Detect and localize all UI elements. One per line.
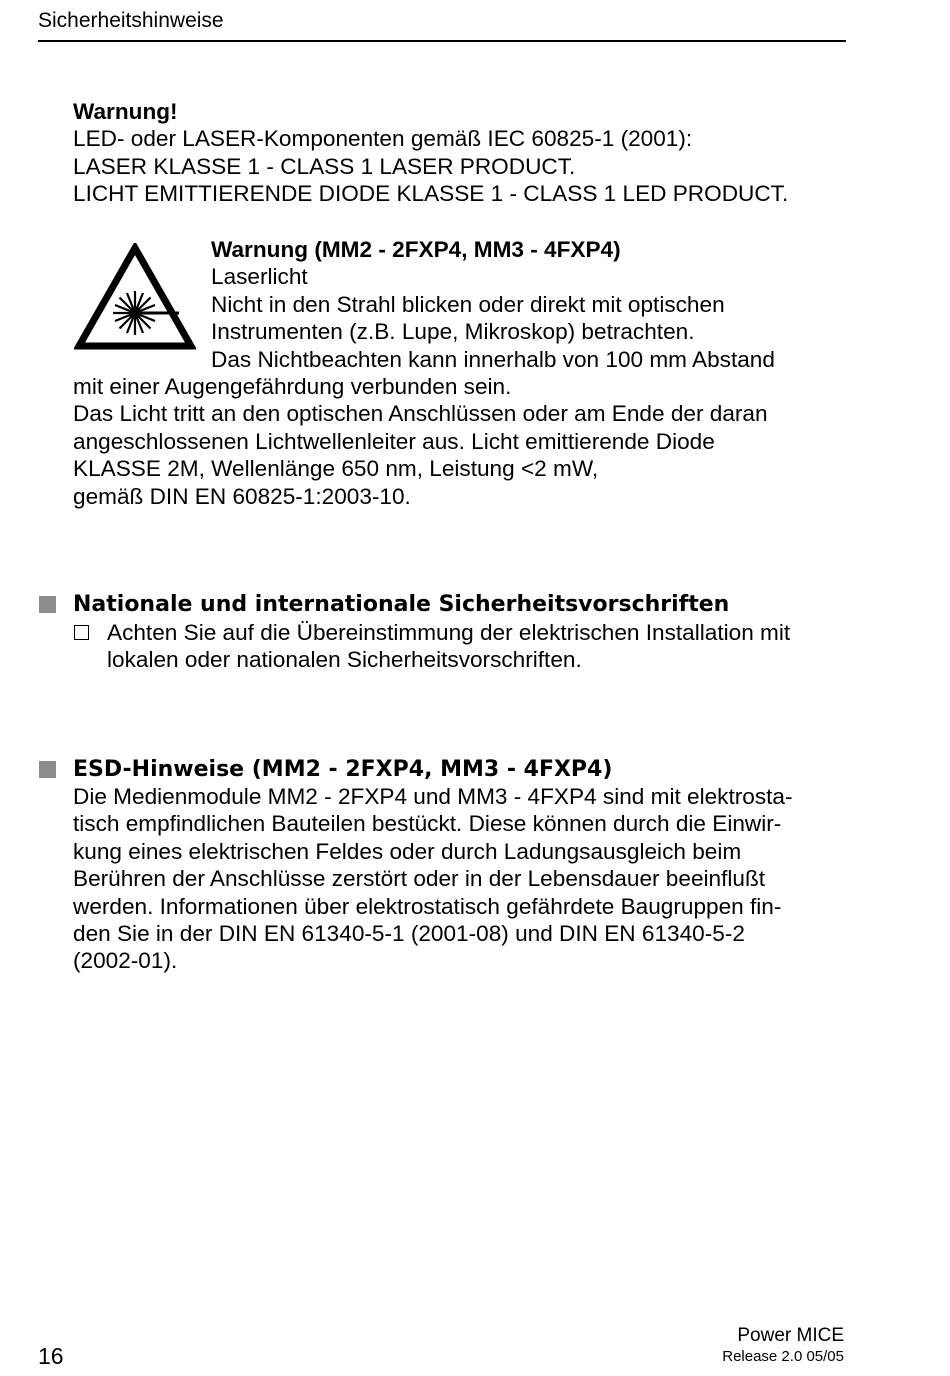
laser-cont-line: mit einer Augengefährdung verbunden sein.	[73, 374, 512, 399]
esd-line: Berühren der Anschlüsse zerstört oder in der Lebensdauer beeinflußt	[73, 866, 766, 892]
laser-cont-line: angeschlossenen Lichtwellenleiter aus. Licht emittierende Diode	[73, 428, 715, 454]
section-bullet-icon	[39, 761, 56, 778]
header-rule	[38, 40, 846, 42]
footer-release: Release 2.0 05/05	[722, 1348, 844, 1365]
esd-line: den Sie in der DIN EN 61340-5-1 (2001-08) und DIN EN 61340-5-2	[73, 920, 745, 946]
laser-warning-title: Warnung (MM2 - 2FXP4, MM3 - 4FXP4)	[211, 237, 621, 262]
laser-warning-line: Laserlicht	[211, 264, 308, 290]
laser-warning-icon	[74, 243, 196, 351]
laser-warning-block	[211, 236, 775, 373]
warning-line: LASER KLASSE 1 - CLASS 1 LASER PRODUCT.	[73, 153, 576, 179]
esd-line: (2002-01).	[73, 948, 178, 974]
warning-line: LED- oder LASER-Komponenten gemäß IEC 60825-1 (2001):	[73, 126, 693, 152]
warning-line: LICHT EMITTIERENDE DIODE KLASSE 1 - CLASS 1 LED PRODUCT.	[73, 181, 789, 207]
section-bullet-icon	[39, 596, 56, 613]
laser-warning-line: Instrumenten (z.B. Lupe, Mikroskop) betrachten.	[211, 319, 695, 345]
laser-cont-line: KLASSE 2M, Wellenlänge 650 nm, Leistung <2 mW,	[73, 456, 599, 482]
esd-line: Die Medienmodule MM2 - 2FXP4 und MM3 - 4FXP4 sind mit elektrosta-	[73, 784, 793, 809]
safety-item	[107, 619, 790, 674]
laser-cont-line: gemäß DIN EN 60825-1:2003-10.	[73, 483, 411, 509]
laser-warning-line: Das Nichtbeachten kann innerhalb von 100 mm Abstand	[211, 346, 775, 372]
section-heading-safety	[73, 591, 729, 618]
section-heading-esd	[73, 756, 612, 783]
esd-line: kung eines elektrischen Feldes oder durch Ladungsausgleich beim	[73, 838, 742, 864]
esd-paragraph	[73, 783, 793, 975]
section-title: ESD-Hinweise (MM2 - 2FXP4, MM3 - 4FXP4)	[73, 757, 613, 782]
esd-line: tisch empfindlichen Bauteilen bestückt. Diese können durch die Einwir-	[73, 811, 782, 837]
page-number: 16	[38, 1343, 64, 1369]
checkbox-bullet-icon	[74, 625, 89, 640]
safety-item-line: Achten Sie auf die Übereinstimmung der elektrischen Installation mit	[107, 620, 791, 645]
running-header: Sicherheitshinweise	[38, 9, 224, 32]
section-title: Nationale und internationale Sicherheitsvorschriften	[73, 592, 730, 617]
laser-warning-line: Nicht in den Strahl blicken oder direkt mit optischen	[211, 291, 725, 317]
laser-warning-continuation	[73, 373, 768, 510]
footer-product: Power MICE	[737, 1325, 844, 1346]
warning-title: Warnung!	[73, 99, 178, 124]
warning-block	[73, 98, 788, 208]
laser-cont-line: Das Licht tritt an den optischen Anschlüssen oder am Ende der daran	[73, 401, 768, 427]
esd-line: werden. Informationen über elektrostatisch gefährdete Baugruppen fin-	[73, 893, 782, 919]
safety-item-line: lokalen oder nationalen Sicherheitsvorschriften.	[107, 647, 582, 673]
